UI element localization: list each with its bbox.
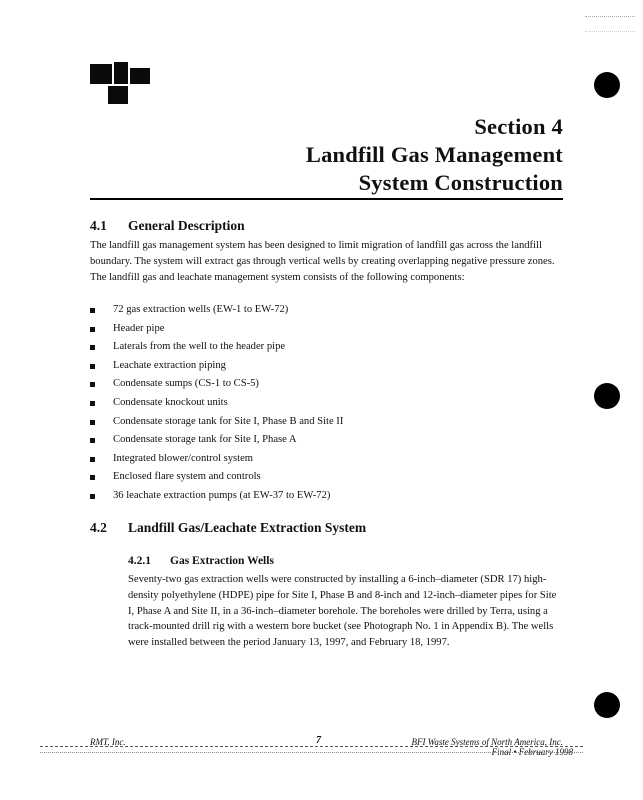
subsection-4-2-1-heading	[128, 555, 274, 567]
section-4-2-heading	[90, 520, 366, 536]
title-rule	[90, 198, 563, 200]
binder-hole-bottom	[594, 692, 620, 718]
section-4-1-heading	[90, 218, 245, 234]
bullet-icon	[90, 494, 95, 499]
list-item: Condensate storage tank for Site I, Phase B and Site II	[90, 413, 343, 432]
section-heading-text: General Description	[128, 218, 245, 233]
bullet-icon	[90, 438, 95, 443]
list-item: Enclosed flare system and controls	[90, 468, 343, 487]
list-item: Condensate sumps (CS-1 to CS-5)	[90, 375, 343, 394]
list-item: 36 leachate extraction pumps (at EW-37 to EW-72)	[90, 487, 343, 506]
list-item: Condensate knockout units	[90, 394, 343, 413]
bullet-icon	[90, 457, 95, 462]
bullet-icon	[90, 420, 95, 425]
binder-hole-top	[594, 72, 620, 98]
list-item: Leachate extraction piping	[90, 357, 343, 376]
title-line-2: Landfill Gas Management	[305, 142, 563, 167]
general-description-paragraph: The landfill gas management system has been designed to limit migration of landfill gas across the landfill boundary. The system will extract gas through vertical wells by creating overlapping negative pressure zones. The landfill gas and leachate management system consists of the following components:	[90, 240, 555, 283]
subsection-heading-text: Gas Extraction Wells	[170, 555, 274, 567]
list-item: Integrated blower/control system	[90, 450, 343, 469]
binder-hole-middle	[594, 383, 620, 409]
list-item: Condensate storage tank for Site I, Phase A	[90, 431, 343, 450]
bullet-icon	[90, 475, 95, 480]
section-number: 4.1	[90, 218, 107, 233]
footer-client: BFI Waste Systems of North America, Inc.	[411, 737, 563, 747]
page-number: 7	[316, 735, 321, 746]
bullet-icon	[90, 308, 95, 313]
bullet-icon	[90, 364, 95, 369]
bullet-icon	[90, 345, 95, 350]
components-list	[90, 301, 343, 506]
list-item: 72 gas extraction wells (EW-1 to EW-72)	[90, 301, 343, 320]
gas-extraction-wells-paragraph: Seventy-two gas extraction wells were constructed by installing a 6-inch–diameter (SDR 17) high-density polyethylene (HDPE) pipe for Site I, Phase B and 8-inch and 12-inch–diameter pipes for Site I, Phase A and Site II, in a 36-inch–diameter borehole. The boreholes were drilled by Terra, using a track-mounted drill rig with a western bore bucket (see Photograph No. 1 in Appendix B). The wells were installed between the period January 13, 1997, and February 18, 1997.	[128, 574, 557, 649]
company-logo	[90, 62, 152, 106]
footer-rule-lower	[40, 752, 583, 753]
section-heading-text: Landfill Gas/Leachate Extraction System	[128, 520, 367, 535]
section-number: 4.2	[90, 520, 107, 535]
list-item: Laterals from the well to the header pipe	[90, 338, 343, 357]
section-title	[306, 113, 563, 197]
title-line-3: System Construction	[358, 170, 563, 195]
footer-company: RMT, Inc.	[90, 737, 126, 747]
scan-artifact	[585, 16, 635, 32]
subsection-number: 4.2.1	[128, 555, 151, 567]
bullet-icon	[90, 327, 95, 332]
bullet-icon	[90, 382, 95, 387]
footer-date: Final • February 1998	[491, 747, 573, 757]
list-item: Header pipe	[90, 320, 343, 339]
bullet-icon	[90, 401, 95, 406]
title-line-1: Section 4	[474, 114, 563, 139]
